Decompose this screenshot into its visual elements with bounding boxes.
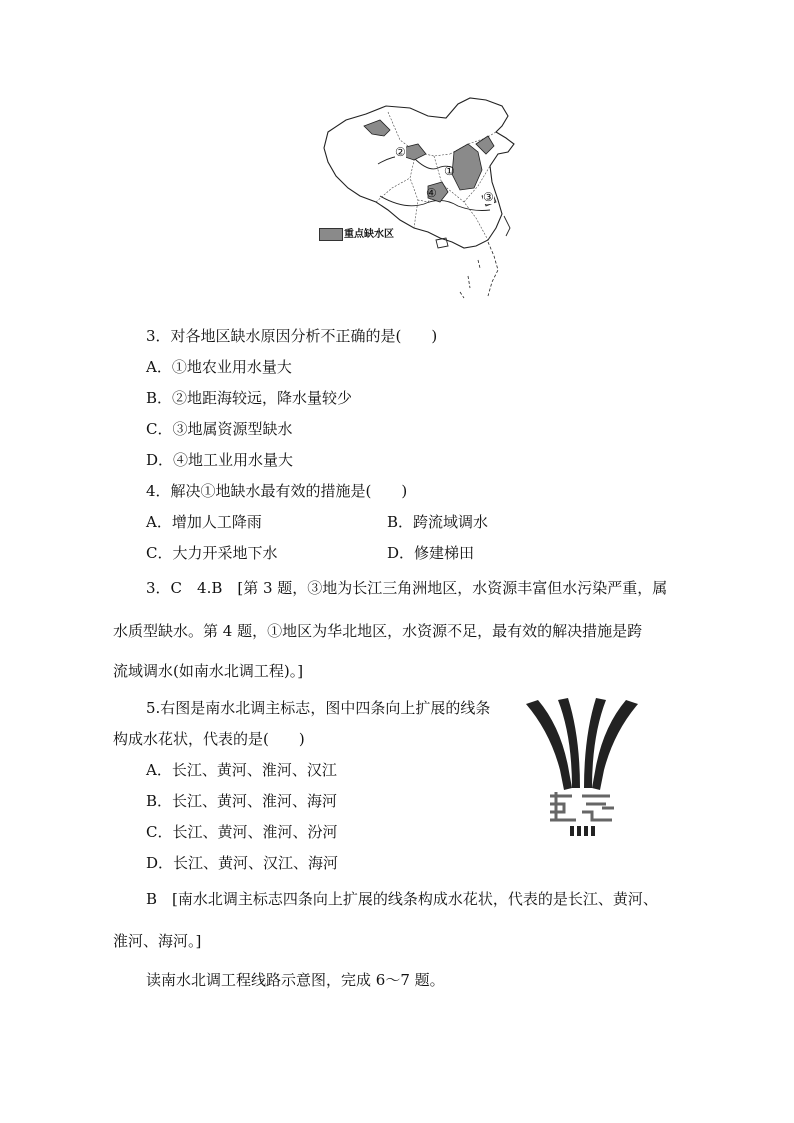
shortage-area-northeast xyxy=(476,136,494,154)
shortage-area-1 xyxy=(452,144,482,190)
marker-1: ① xyxy=(444,164,455,178)
taiwan-outline xyxy=(504,216,510,236)
q5-stem-line-2: 构成水花状，代表的是( ) xyxy=(113,730,305,748)
q4-option-d: D．修建梯田 xyxy=(387,544,475,562)
q3-option-c: C．③地属资源型缺水 xyxy=(146,420,293,438)
marker-4: ④ xyxy=(426,186,437,200)
shortage-area-north xyxy=(364,120,390,136)
marker-2: ② xyxy=(395,145,406,159)
answer34-line-1: 3．C 4.B [第 3 题，③地为长江三角洲地区，水资源丰富但水污染严重，属 xyxy=(146,579,668,597)
china-water-shortage-map xyxy=(318,92,530,310)
q4-option-c: C．大力开采地下水 xyxy=(146,544,278,562)
q5-option-a: A．长江、黄河、淮河、汉江 xyxy=(146,761,337,779)
legend-swatch xyxy=(319,228,343,241)
q3-option-d: D．④地工业用水量大 xyxy=(146,451,294,469)
marker-3: ③ xyxy=(483,190,494,204)
hainan-outline xyxy=(436,238,448,248)
q4-option-b: B．跨流域调水 xyxy=(387,513,489,531)
q5-option-d: D．长江、黄河、汉江、海河 xyxy=(146,854,339,872)
logo-base-bars xyxy=(570,826,595,836)
map-drawing xyxy=(318,92,530,310)
q5-stem-line-1: 5.右图是南水北调主标志，图中四条向上扩展的线条 xyxy=(146,699,491,717)
intro-q6-q7: 读南水北调工程线路示意图，完成 6～7 题。 xyxy=(146,971,445,989)
q3-option-a: A．①地农业用水量大 xyxy=(146,358,292,376)
q5-option-c: C．长江、黄河、淮河、汾河 xyxy=(146,823,338,841)
answer34-line-2: 水质型缺水。第 4 题，①地区为华北地区，水资源不足，最有效的解决措施是跨 xyxy=(113,622,643,640)
q3-stem: 3．对各地区缺水原因分析不正确的是( ) xyxy=(146,327,438,345)
logo-wave-pattern xyxy=(550,792,614,820)
q5-option-b: B．长江、黄河、淮河、海河 xyxy=(146,792,338,810)
legend-label: 重点缺水区 xyxy=(344,229,394,240)
q3-option-b: B．②地距海较远，降水量较少 xyxy=(146,389,353,407)
south-coast xyxy=(460,242,498,298)
logo-drawing xyxy=(520,696,644,842)
answer5-line-1: B [南水北调主标志四条向上扩展的线条构成水花状，代表的是长江、黄河、 xyxy=(146,890,658,908)
answer5-line-2: 淮河、海河。] xyxy=(113,932,202,950)
south-north-water-diversion-logo xyxy=(520,696,644,842)
q4-stem: 4．解决①地缺水最有效的措施是( ) xyxy=(146,482,408,500)
q4-option-a: A．增加人工降雨 xyxy=(146,513,262,531)
answer34-line-3: 流域调水(如南水北调工程)。] xyxy=(113,662,304,680)
